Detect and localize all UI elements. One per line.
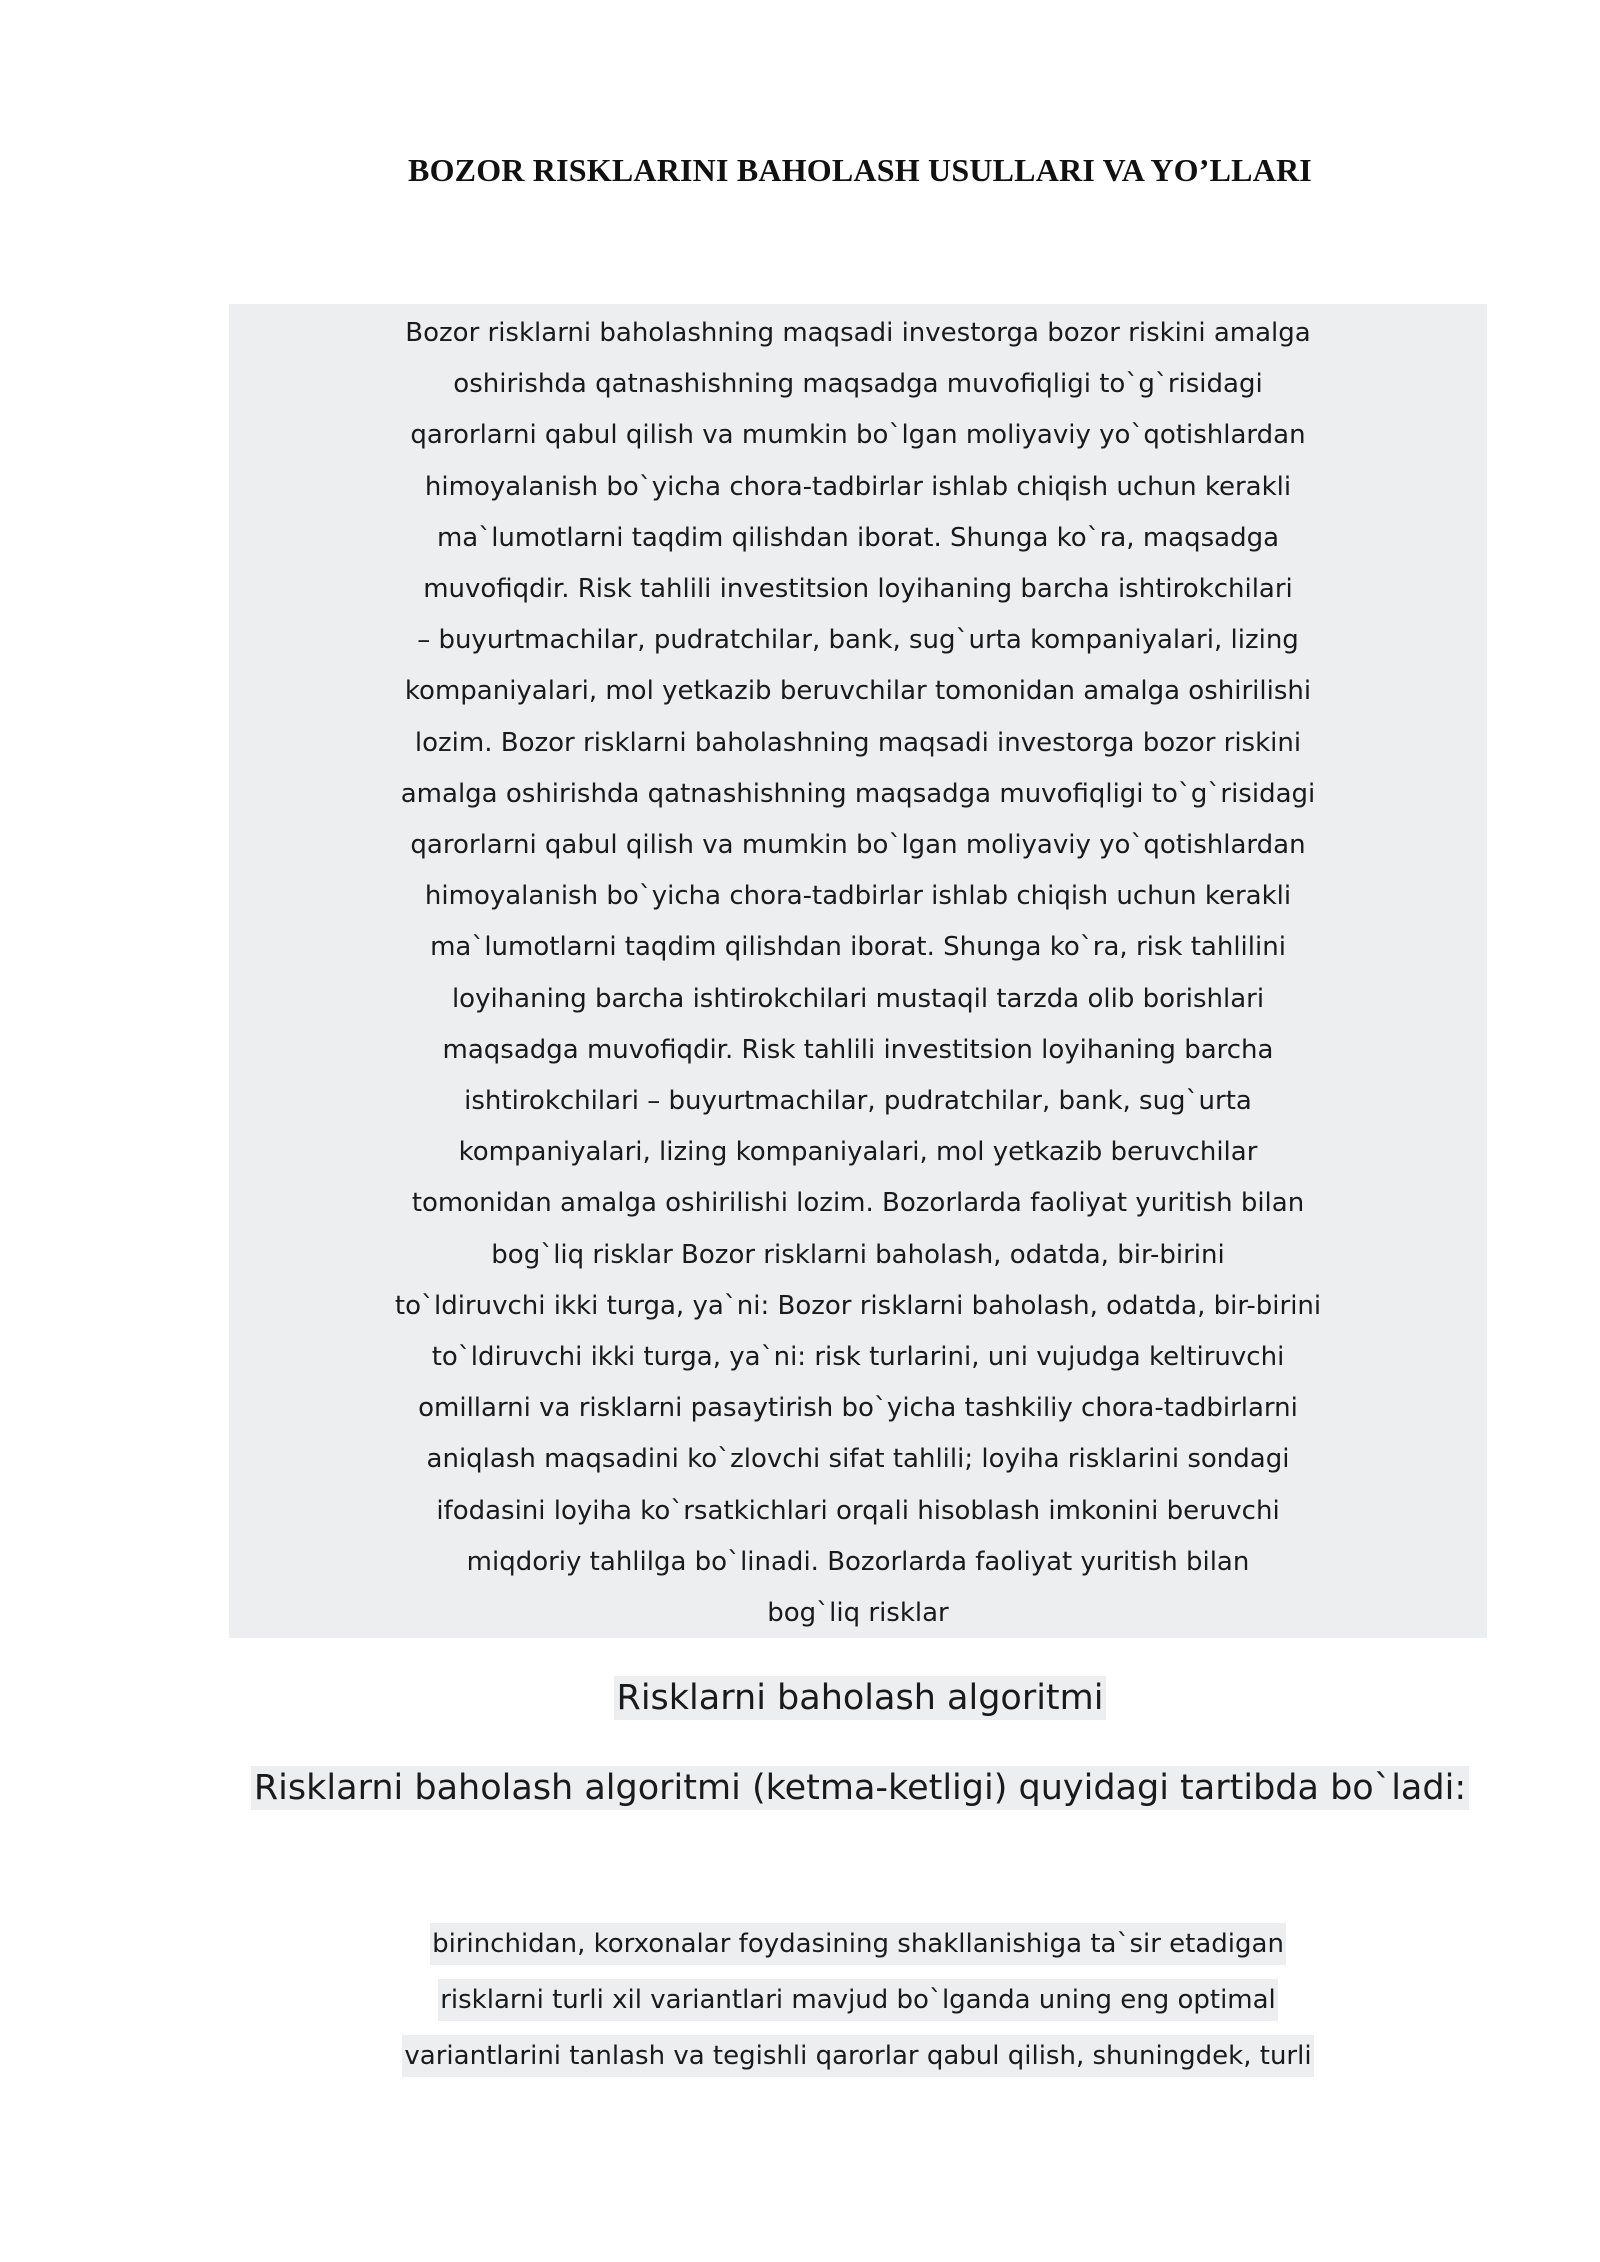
main-paragraph — [229, 308, 1487, 1639]
main-paragraph-line: himoyalanish bo`yicha chora-tadbirlar ishlab chiqish uchun kerakli — [424, 881, 1292, 912]
main-paragraph-line: to`ldiruvchi ikki turga, ya`ni: risk turlarini, uni vujudga keltiruvchi — [431, 1342, 1285, 1373]
list-paragraph — [229, 1916, 1487, 2084]
list-paragraph-line — [229, 1916, 1487, 1972]
list-paragraph-line-text: variantlarini tanlash va tegishli qarorlar qabul qilish, shuningdek, turli — [402, 2035, 1313, 2077]
main-paragraph-line: miqdoriy tahlilga bo`linadi. Bozorlarda faoliyat yuritish bilan — [466, 1546, 1250, 1577]
main-paragraph-line: aniqlash maqsadini ko`zlovchi sifat tahlili; loyiha risklarini sondagi — [426, 1444, 1290, 1475]
main-paragraph-line: qarorlarni qabul qilish va mumkin bo`lgan moliyaviy yo`qotishlardan — [410, 830, 1306, 861]
main-paragraph-line: bog`liq risklar Bozor risklarni baholash, odatda, bir-birini — [491, 1239, 1225, 1270]
list-paragraph-line-text: risklarni turli xil variantlari mavjud bo`lganda uning eng optimal — [438, 1979, 1278, 2021]
main-paragraph-line: lozim. Bozor risklarni baholashning maqsadi investorga bozor riskini — [414, 727, 1302, 758]
main-paragraph-line: ma`lumotlarni taqdim qilishdan iborat. Shunga ko`ra, risk tahlilini — [430, 932, 1286, 963]
main-paragraph-line: ifodasini loyiha ko`rsatkichlari orqali hisoblash imkonini beruvchi — [436, 1495, 1280, 1526]
main-paragraph-line: Bozor risklarni baholashning maqsadi investorga bozor riskini amalga — [405, 318, 1311, 348]
main-paragraph-line: omillarni va risklarni pasaytirish bo`yicha tashkiliy chora-tadbirlarni — [418, 1393, 1298, 1424]
list-paragraph-line — [229, 2028, 1487, 2084]
main-paragraph-line: bog`liq risklar — [767, 1598, 949, 1629]
main-paragraph-line: loyihaning barcha ishtirokchilari mustaqil tarzda olib borishlari — [451, 983, 1265, 1014]
main-paragraph-line: ishtirokchilari – buyurtmachilar, pudratchilar, bank, sug`urta — [464, 1086, 1252, 1117]
algorithm-intro: Risklarni baholash algoritmi (ketma-ketligi) quyidagi tartibda bo`ladi: — [251, 1766, 1469, 1810]
main-paragraph-line: qarorlarni qabul qilish va mumkin bo`lgan moliyaviy yo`qotishlardan — [410, 420, 1306, 451]
main-paragraph-line: amalga oshirishda qatnashishning maqsadga muvofiqligi to`g`risidagi — [400, 778, 1316, 809]
main-paragraph-line: tomonidan amalga oshirilishi lozim. Bozorlarda faoliyat yuritish bilan — [411, 1188, 1305, 1219]
main-paragraph-line: – buyurtmachilar, pudratchilar, bank, sug`urta kompaniyalari, lizing — [417, 625, 1299, 656]
main-paragraph-line: kompaniyalari, mol yetkazib beruvchilar tomonidan amalga oshirilishi — [404, 676, 1312, 707]
main-paragraph-line: to`ldiruvchi ikki turga, ya`ni: Bozor risklarni baholash, odatda, bir-birini — [394, 1290, 1322, 1321]
subheading-line — [0, 1674, 1600, 1722]
algorithm-intro-line — [0, 1764, 1600, 1812]
document-title: BOZOR RISKLARINI BAHOLASH USULLARI VA YO’LLARI — [408, 152, 1312, 188]
main-paragraph-line: oshirishda qatnashishning maqsadga muvofiqligi to`g`risidagi — [453, 369, 1263, 400]
main-paragraph-line: kompaniyalari, lizing kompaniyalari, mol yetkazib beruvchilar — [458, 1137, 1258, 1168]
subheading: Risklarni baholash algoritmi — [614, 1676, 1107, 1720]
main-paragraph-line: ma`lumotlarni taqdim qilishdan iborat. Shunga ko`ra, maqsadga — [436, 522, 1280, 553]
main-paragraph-line: himoyalanish bo`yicha chora-tadbirlar ishlab chiqish uchun kerakli — [424, 471, 1292, 502]
list-paragraph-line-text: birinchidan, korxonalar foydasining shakllanishiga ta`sir etadigan — [430, 1923, 1286, 1965]
main-paragraph-line: muvofiqdir. Risk tahlili investitsion loyihaning barcha ishtirokchilari — [423, 574, 1293, 605]
main-paragraph-line: maqsadga muvofiqdir. Risk tahlili investitsion loyihaning barcha — [442, 1034, 1274, 1065]
list-paragraph-line — [229, 1972, 1487, 2028]
